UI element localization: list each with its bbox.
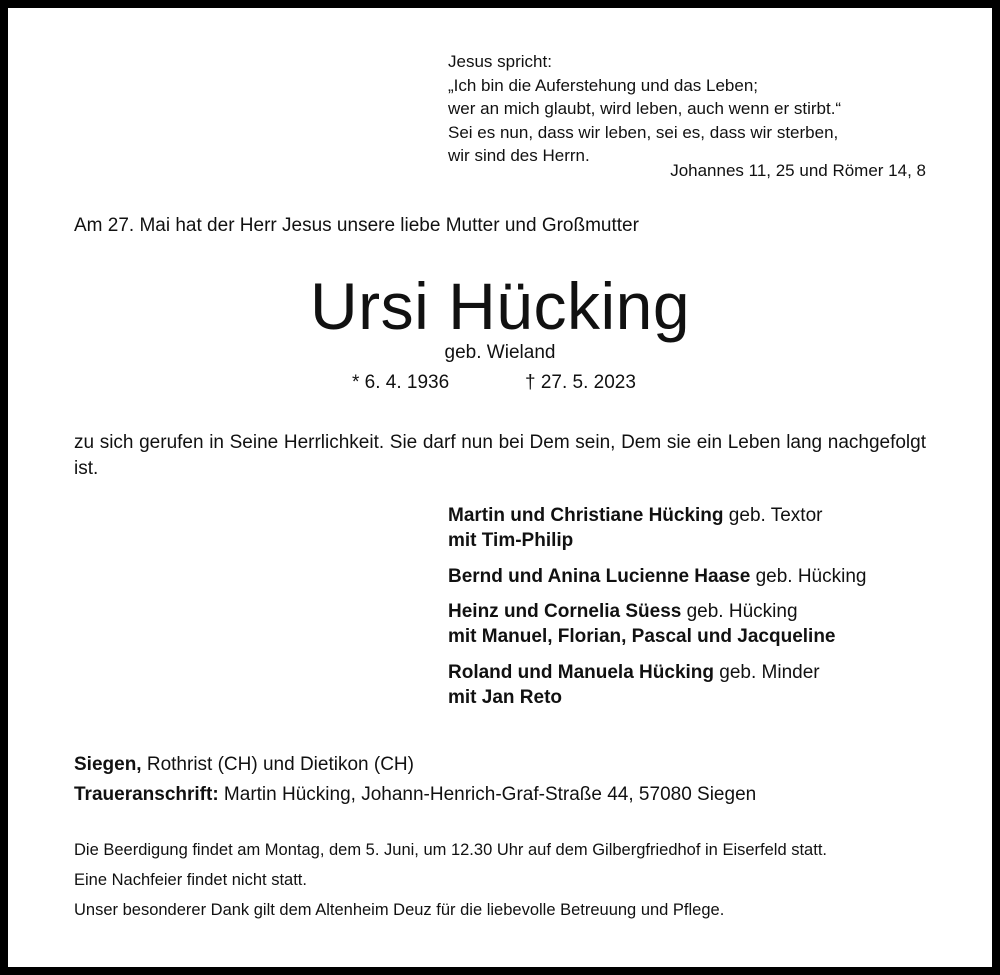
note-line: Unser besonderer Dank gilt dem Altenheim Deuz für die liebevolle Betreuung und Pflege. — [74, 901, 725, 919]
verse-reference: Johannes 11, 25 und Römer 14, 8 — [670, 161, 926, 180]
address-text: Martin Hücking, Johann-Henrich-Graf-Straße 44, 57080 Siegen — [218, 784, 757, 805]
verse-line: „Ich bin die Auferstehung und das Leben; — [448, 75, 759, 95]
deceased-name: Ursi Hücking — [309, 269, 691, 343]
family-names: Heinz und Cornelia Süess — [448, 601, 682, 622]
verse-line: Jesus spricht: — [448, 52, 552, 71]
note-line: Die Beerdigung findet am Montag, dem 5. Juni, um 12.30 Uhr auf dem Gilbergfriedhof in Eiserfeld statt. — [74, 841, 827, 859]
family-note: geb. Hücking — [750, 566, 867, 587]
places-line — [74, 754, 414, 776]
bible-verse — [448, 50, 841, 168]
note-line: Eine Nachfeier findet nicht statt. — [74, 871, 307, 889]
body-text: zu sich gerufen in Seine Herrlichkeit. Sie darf nun bei Dem sein, Dem sie ein Leben lang nachgefolgt ist. — [74, 432, 926, 479]
obituary-notice — [8, 8, 992, 967]
family-entry — [448, 503, 822, 553]
death-date: † 27. 5. 2023 — [525, 372, 636, 393]
city-bold: Siegen, — [74, 754, 142, 775]
address-line — [74, 784, 756, 806]
family-note: geb. Minder — [714, 662, 820, 683]
birth-name: geb. Wieland — [444, 342, 556, 363]
family-names: Martin und Christiane Hücking — [448, 505, 724, 526]
family-children: mit Jan Reto — [448, 687, 563, 708]
family-children: mit Tim-Philip — [448, 530, 574, 551]
family-note: geb. Textor — [723, 505, 823, 526]
family-entry — [448, 564, 866, 589]
family-entry — [448, 599, 836, 649]
family-entry — [448, 660, 820, 710]
family-names: Bernd und Anina Lucienne Haase — [448, 566, 751, 587]
verse-line: wer an mich glaubt, wird leben, auch wenn er stirbt.“ — [448, 99, 842, 118]
verse-line: Sei es nun, dass wir leben, sei es, dass wir sterben, — [448, 122, 839, 142]
family-names: Roland und Manuela Hücking — [448, 662, 715, 683]
intro-text: Am 27. Mai hat der Herr Jesus unsere liebe Mutter und Großmutter — [74, 215, 639, 236]
city-rest: Rothrist (CH) und Dietikon (CH) — [141, 754, 414, 775]
address-label: Traueranschrift: — [74, 784, 219, 805]
verse-line: wir sind des Herrn. — [448, 146, 590, 165]
family-note: geb. Hücking — [681, 601, 798, 622]
family-children: mit Manuel, Florian, Pascal und Jacqueline — [448, 626, 836, 647]
birth-date: * 6. 4. 1936 — [352, 372, 450, 393]
